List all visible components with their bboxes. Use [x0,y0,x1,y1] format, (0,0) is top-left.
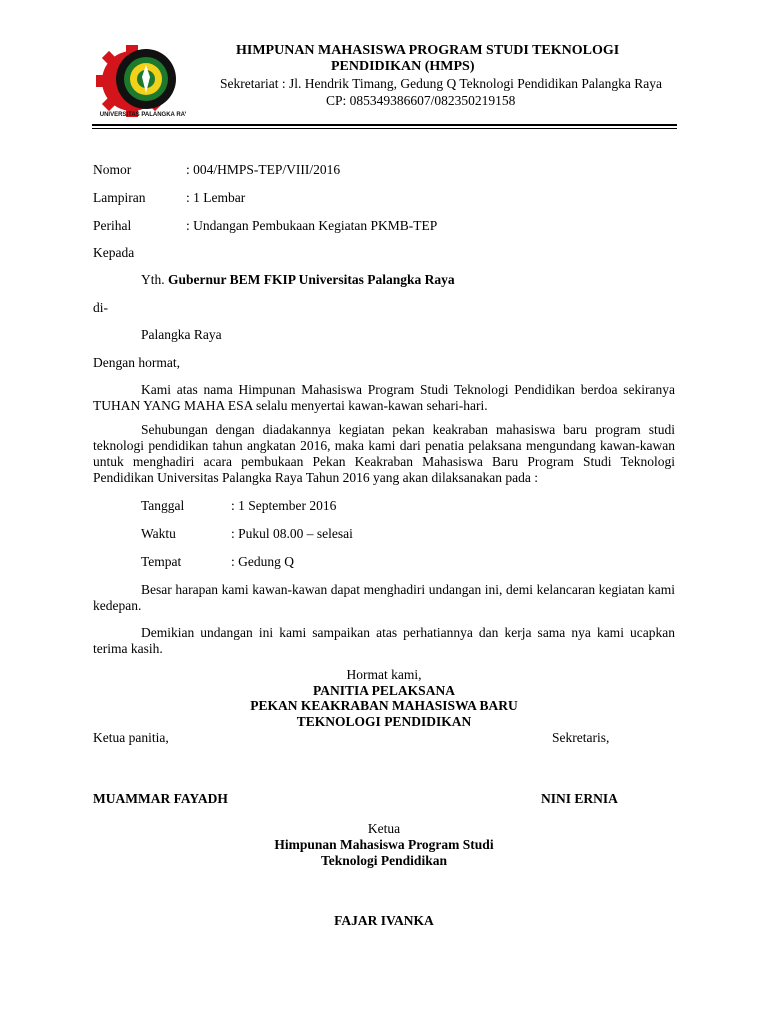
ketua-panitia-name: MUAMMAR FAYADH [93,791,228,806]
ketua-panitia-label: Ketua panitia, [93,730,169,745]
nomor-value: : 004/HMPS-TEP/VIII/2016 [186,162,341,177]
hmps-org-line2: Teknologi Pendidikan [321,853,447,868]
hmps-org-line1: Himpunan Mahasiswa Program Studi [274,837,494,852]
recipient-line [141,272,455,288]
letterhead-divider-thin [92,128,677,129]
lampiran-label: Lampiran [93,190,146,205]
committee-line1: PANITIA PELAKSANA [313,683,455,698]
perihal-label: Perihal [93,218,132,233]
recipient-city: Palangka Raya [141,327,222,342]
university-seal-icon [92,43,186,121]
kepada-label: Kepada [93,245,135,260]
org-title-line2: PENDIDIKAN (HMPS) [331,59,475,74]
closing-hormat: Hormat kami, [346,667,422,682]
tempat-label: Tempat [141,554,182,569]
svg-text:UNIVERSITAS PALANGKA RAYA: UNIVERSITAS PALANGKA RAYA [99,112,186,118]
waktu-value: : Pukul 08.00 – selesai [231,526,353,541]
hmps-chair-name: FAJAR IVANKA [334,913,434,928]
paragraph-3: Besar harapan kami kawan-kawan dapat menghadiri undangan ini, demi kelancaran kegiatan kami kedepan. [93,582,675,613]
org-address: Sekretariat : Jl. Hendrik Timang, Gedung Q Teknologi Pendidikan Palangka Raya [220,76,662,91]
tempat-value: : Gedung Q [231,554,294,569]
org-title-line1: HIMPUNAN MAHASISWA PROGRAM STUDI TEKNOLOGI [236,43,620,58]
greeting: Dengan hormat, [93,355,180,370]
tanggal-value: : 1 September 2016 [231,498,337,513]
paragraph-1: Kami atas nama Himpunan Mahasiswa Program Studi Teknologi Pendidikan berdoa sekiranya TUHAN YANG MAHA ESA selalu menyertai kawan-kawan sehari-hari. [93,382,675,413]
paragraph-4: Demikian undangan ini kami sampaikan atas perhatiannya dan kerja sama nya kami ucapkan terima kasih. [93,625,675,656]
waktu-label: Waktu [141,526,176,541]
lampiran-value: : 1 Lembar [186,190,246,205]
tanggal-label: Tanggal [141,498,185,513]
letterhead-divider-thick [92,124,677,126]
yth-label: Yth. [141,272,165,287]
committee-line2: PEKAN KEAKRABAN MAHASISWA BARU [250,698,518,713]
sekretaris-label: Sekretaris, [552,730,610,745]
perihal-value: : Undangan Pembukaan Kegiatan PKMB-TEP [186,218,438,233]
ketua-label: Ketua [367,821,401,836]
di-label: di- [93,300,108,315]
nomor-label: Nomor [93,162,132,177]
paragraph-2: Sehubungan dengan diadakannya kegiatan pekan keakraban mahasiswa baru program studi teknologi pendidikan tahun angkatan 2016, maka kami dari penatia pelaksana mengundang kawan-kawan untuk menghadiri acara pembukaan Pekan Keakraban Mahasiswa Baru Program Studi Teknologi Pendidikan Universitas Palangka Raya Tahun 2016 yang akan dilaksanakan pada : [93,422,675,485]
committee-line3: TEKNOLOGI PENDIDIKAN [296,714,472,729]
sekretaris-name: NINI ERNIA [541,791,618,806]
recipient-name: Gubernur BEM FKIP Universitas Palangka Raya [168,272,455,287]
org-phone: CP: 085349386607/082350219158 [326,93,516,108]
